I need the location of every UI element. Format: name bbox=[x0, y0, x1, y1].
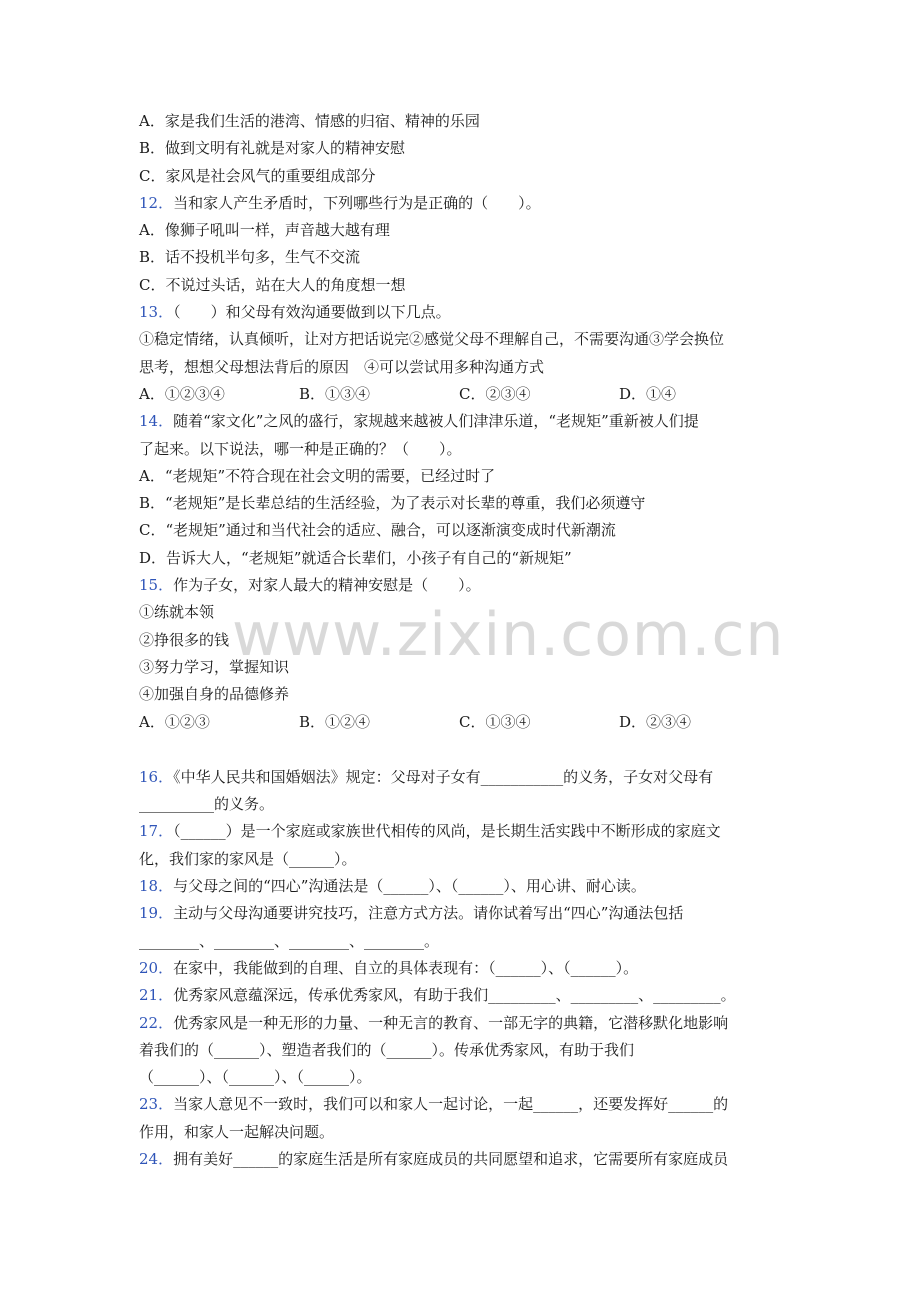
watermark: www.zixin.com.cn bbox=[232, 600, 785, 670]
question-text: 当家人意见不一致时，我们可以和家人一起讨论，一起______，还要发挥好______的 bbox=[173, 1095, 729, 1114]
option-b: B．①③④ bbox=[299, 384, 371, 403]
question-number: 23． bbox=[139, 1095, 174, 1114]
option-d: D．①④ bbox=[619, 384, 677, 403]
q13-text-2: 思考，想想父母想法背后的原因 ④可以尝试用多种沟通方式 bbox=[139, 357, 545, 376]
q18-line-1 bbox=[139, 873, 779, 900]
question-text: 优秀家风是一种无形的力量、一种无言的教育、一部无字的典籍，它潜移默化地影响 bbox=[173, 1013, 729, 1032]
question-text: 拥有美好______的家庭生活是所有家庭成员的共同愿望和追求，它需要所有家庭成员 bbox=[173, 1149, 729, 1168]
question-text: 随着“家文化”之风的盛行，家规越来越被人们津津乐道，“老规矩”重新被人们提 bbox=[173, 412, 699, 431]
q14-option-a: A．“老规矩”不符合现在社会文明的需要，已经过时了 bbox=[139, 466, 496, 485]
q12-option-c: C．不说过头话，站在大人的角度想一想 bbox=[139, 275, 406, 294]
question-number: 22． bbox=[139, 1013, 174, 1032]
q13-text-1: ①稳定情绪，认真倾听，让对方把话说完②感觉父母不理解自己，不需要沟通③学会换位 bbox=[139, 330, 725, 349]
question-text: （______）是一个家庭或家族世代相传的风尚，是长期生活实践中不断形成的家庭文 bbox=[173, 822, 721, 841]
q16-line-1 bbox=[139, 764, 779, 791]
option-c: C．①③④ bbox=[459, 712, 531, 731]
question-number: 18． bbox=[139, 877, 174, 896]
question-number: 21． bbox=[139, 986, 174, 1005]
q22-line-3: （______）、（______）、（______）。 bbox=[139, 1068, 372, 1087]
q14-stem-2: 了起来。以下说法，哪一种是正确的？（ ）。 bbox=[139, 439, 462, 458]
q22-line-2: 着我们的（______）、塑造者我们的（______）。传承优秀家风，有助于我们 bbox=[139, 1040, 635, 1059]
question-text: 与父母之间的“四心”沟通法是（______）、（______）、用心讲、耐心读。 bbox=[173, 877, 646, 896]
q13-stem bbox=[139, 299, 779, 326]
question-number: 14． bbox=[139, 412, 174, 431]
option-a: A．①②③④ bbox=[139, 384, 225, 403]
question-text: 《中华人民共和国婚姻法》规定：父母对子女有___________的义务，子女对父母有 bbox=[173, 767, 714, 786]
q23-line-1 bbox=[139, 1091, 779, 1118]
question-number: 19． bbox=[139, 904, 174, 923]
q24-line-1 bbox=[139, 1146, 779, 1173]
question-text: 在家中，我能做到的自理、自立的具体表现有：（______）、（______）。 bbox=[173, 958, 639, 977]
q15-item-2: ②挣很多的钱 bbox=[139, 630, 230, 649]
option-d: D．②③④ bbox=[619, 712, 692, 731]
q14-stem-1 bbox=[139, 408, 779, 435]
q12-stem bbox=[139, 190, 779, 217]
q19-line-2: ________、________、________、________。 bbox=[139, 931, 440, 950]
question-number: 12． bbox=[139, 193, 174, 212]
q14-option-b: B．“老规矩”是长辈总结的生活经验，为了表示对长辈的尊重，我们必须遵守 bbox=[139, 494, 646, 513]
question-text: 当和家人产生矛盾时，下列哪些行为是正确的（ ）。 bbox=[173, 193, 541, 212]
q13-options bbox=[139, 381, 779, 408]
q23-line-2: 作用，和家人一起解决问题。 bbox=[139, 1122, 335, 1141]
q16-line-2: __________的义务。 bbox=[139, 795, 275, 814]
option-c: C．②③④ bbox=[459, 384, 531, 403]
option-b: B．①②④ bbox=[299, 712, 371, 731]
section-gap bbox=[139, 736, 779, 764]
question-text: （ ）和父母有效沟通要做到以下几点。 bbox=[173, 303, 451, 322]
question-number: 24． bbox=[139, 1149, 174, 1168]
q12-option-a: A．像狮子吼叫一样，声音越大越有理 bbox=[139, 221, 390, 240]
q14-option-d: D．告诉大人，“老规矩”就适合长辈们，小孩子有自己的“新规矩” bbox=[139, 548, 572, 567]
q17-line-2: 化，我们家的家风是（______）。 bbox=[139, 849, 357, 868]
q21-line-1 bbox=[139, 982, 779, 1009]
q17-line-1 bbox=[139, 818, 779, 845]
question-text: 主动与父母沟通要讲究技巧，注意方式方法。请你试着写出“四心”沟通法包括 bbox=[173, 904, 684, 923]
q15-item-3: ③努力学习，掌握知识 bbox=[139, 657, 290, 676]
question-number: 17． bbox=[139, 822, 174, 841]
q11-option-b: B．做到文明有礼就是对家人的精神安慰 bbox=[139, 139, 406, 158]
q15-stem bbox=[139, 572, 779, 599]
question-number: 15． bbox=[139, 576, 174, 595]
question-number: 20． bbox=[139, 958, 174, 977]
question-number: 13． bbox=[139, 303, 174, 322]
q15-item-1: ①练就本领 bbox=[139, 603, 215, 622]
q12-option-b: B．话不投机半句多，生气不交流 bbox=[139, 248, 361, 267]
question-text: 作为子女，对家人最大的精神安慰是（ ）。 bbox=[173, 576, 481, 595]
q19-line-1 bbox=[139, 900, 779, 927]
q11-option-c: C．家风是社会风气的重要组成部分 bbox=[139, 166, 376, 185]
q22-line-1 bbox=[139, 1010, 779, 1037]
question-text: 优秀家风意蕴深远，传承优秀家风，有助于我们_________、_________、_________。 bbox=[173, 986, 736, 1005]
question-number: 16． bbox=[139, 767, 174, 786]
q15-options bbox=[139, 709, 779, 736]
q11-option-a: A．家是我们生活的港湾、情感的归宿、精神的乐园 bbox=[139, 112, 480, 130]
option-a: A．①②③ bbox=[139, 712, 210, 731]
q20-line-1 bbox=[139, 955, 779, 982]
q15-item-4: ④加强自身的品德修养 bbox=[139, 685, 290, 704]
q14-option-c: C．“老规矩”通过和当代社会的适应、融合，可以逐渐演变成时代新潮流 bbox=[139, 521, 616, 540]
